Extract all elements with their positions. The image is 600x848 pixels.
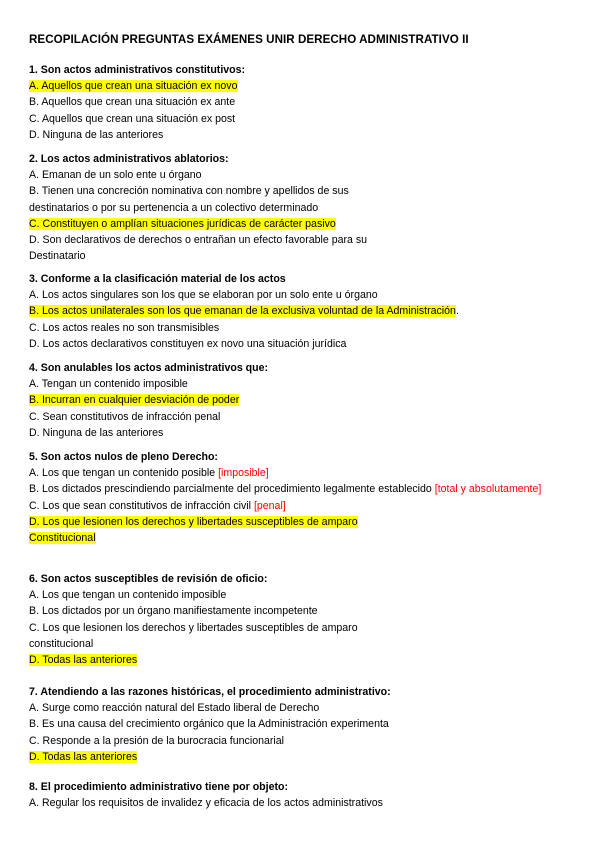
question-7-title: 7. Atendiendo a las razones históricas, el procedimiento administrativo:	[29, 686, 391, 698]
question-4-option-c: C. Sean constitutivos de infracción penal	[29, 410, 221, 423]
question-5-option-d-line-1: D. Los que lesionen los derechos y libertades susceptibles de amparo	[29, 515, 358, 528]
question-3-title: 3. Conforme a la clasificación material de los actos	[29, 273, 286, 285]
question-1-option-a: A. Aquellos que crean una situación ex novo	[29, 80, 238, 93]
question-4-title: 4. Son anulables los actos administrativos que:	[29, 362, 269, 374]
question-4-option-b: B. Incurran en cualquier desviación de poder	[29, 394, 240, 407]
question-2-title: 2. Los actos administrativos ablatorios:	[29, 153, 229, 165]
question-3-option-c: C. Los actos reales no son transmisibles	[29, 321, 220, 334]
question-7-option-d: D. Todas las anteriores	[29, 750, 138, 763]
document-title: RECOPILACIÓN PREGUNTAS EXÁMENES UNIR DERECHO ADMINISTRATIVO II	[29, 33, 469, 46]
question-5-option-a-correction: [imposible]	[218, 467, 269, 480]
question-6	[29, 571, 574, 668]
question-5-option-c-correction: [penal]	[253, 499, 286, 512]
question-3-option-a: A. Los actos singulares son los que se elaboran por un solo ente u órgano	[29, 289, 378, 302]
question-7-option-c: C. Responde a la presión de la burocracia funcionarial	[29, 734, 284, 747]
question-5	[29, 449, 574, 546]
question-8-option-a: A. Regular los requisitos de invalidez y eficacia de los actos administrativos	[29, 797, 383, 810]
question-2-option-b-line-2: destinatarios o por su pertenencia a un colectivo determinado	[29, 201, 319, 214]
question-3-option-d: D. Los actos declarativos constituyen ex novo una situación jurídica	[29, 337, 347, 350]
question-4-option-d: D. Ninguna de las anteriores	[29, 426, 164, 439]
question-8	[29, 779, 574, 811]
question-5-title: 5. Son actos nulos de pleno Derecho:	[29, 451, 218, 463]
question-5-option-b: B. Los dictados prescindiendo parcialmente del procedimiento legalmente establecido	[29, 483, 435, 496]
question-1-option-c: C. Aquellos que crean una situación ex post	[29, 112, 236, 125]
question-5-option-c: C. Los que sean constitutivos de infracción civil	[29, 499, 254, 512]
question-6-option-b: B. Los dictados por un órgano manifiestamente incompetente	[29, 605, 318, 618]
question-2-option-d-line-2: Destinatario	[29, 250, 86, 263]
question-7-option-b: B. Es una causa del crecimiento orgánico que la Administración experimenta	[29, 718, 389, 731]
question-7-option-a: A. Surge como reacción natural del Estado liberal de Derecho	[29, 702, 320, 715]
question-7	[29, 684, 574, 765]
question-1-option-d: D. Ninguna de las anteriores	[29, 128, 164, 141]
question-2-option-a: A. Emanan de un solo ente u órgano	[29, 169, 202, 182]
question-1-title: 1. Son actos administrativos constitutivos:	[29, 64, 246, 76]
question-5-option-b-correction: [total y absolutamente]	[434, 483, 542, 496]
question-2-option-d-line-1: D. Son declarativos de derechos o entrañan un efecto favorable para su	[29, 234, 368, 247]
question-8-title: 8. El procedimiento administrativo tiene por objeto:	[29, 781, 288, 793]
question-4-option-a: A. Tengan un contenido imposible	[29, 378, 188, 391]
question-3	[29, 271, 574, 352]
question-6-option-c-line-2: constitucional	[29, 637, 94, 650]
question-5-option-a: A. Los que tengan un contenido posible	[29, 467, 219, 480]
question-3-option-b-period: .	[455, 305, 459, 318]
question-5-option-d-line-2: Constitucional	[29, 532, 96, 545]
question-4	[29, 360, 574, 441]
question-2	[29, 151, 574, 264]
question-2-option-c: C. Constituyen o amplían situaciones jurídicas de carácter pasivo	[29, 217, 336, 230]
question-6-title: 6. Son actos susceptibles de revisión de oficio:	[29, 573, 268, 585]
question-6-option-c-line-1: C. Los que lesionen los derechos y libertades susceptibles de amparo	[29, 621, 358, 634]
question-6-option-a: A. Los que tengan un contenido imposible	[29, 589, 227, 602]
question-1	[29, 62, 574, 143]
question-6-option-d: D. Todas las anteriores	[29, 654, 138, 667]
question-3-option-b: B. Los actos unilaterales son los que emanan de la exclusiva voluntad de la Administración	[29, 305, 456, 318]
question-1-option-b: B. Aquellos que crean una situación ex ante	[29, 96, 236, 109]
question-2-option-b-line-1: B. Tienen una concreción nominativa con nombre y apellidos de sus	[29, 185, 349, 198]
